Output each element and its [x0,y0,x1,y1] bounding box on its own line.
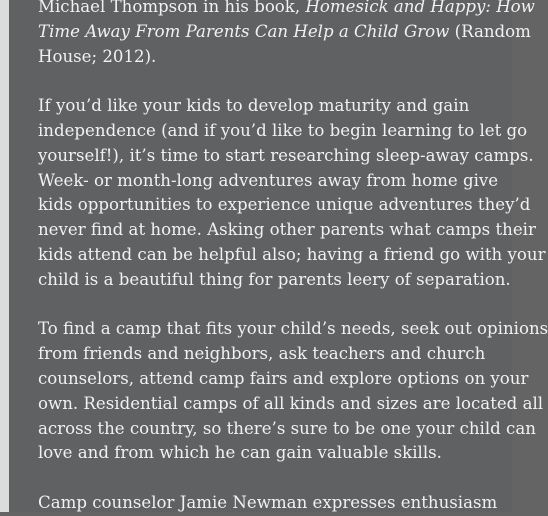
text-line: counselors, attend camp fairs and explore options on your [38,368,529,388]
book-title-run: Time Away From Parents Can Help a Child Grow [38,21,450,41]
text-run: (Random [449,21,531,41]
text-line: never find at home. Asking other parents what camps their [38,220,536,240]
paragraph-citation [38,0,535,69]
text-line: from friends and neighbors, ask teachers and church [38,344,486,364]
text-line [38,0,535,20]
paragraph-gap [38,69,498,94]
paragraph-find-camp [38,317,548,466]
text-line: independence (and if you’d like to begin learning to let go [38,120,528,140]
book-title-run: Homesick and Happy: How [305,0,535,16]
text-line: own. Residential camps of all kinds and sizes are located all [38,393,544,413]
text-line: Camp counselor Jamie Newman expresses enthusiasm [38,492,498,512]
article-body [38,0,548,516]
text-line: yourself!), it’s time to start researching sleep-away camps. [38,145,534,165]
paragraph-gap [38,293,498,318]
text-line: kids opportunities to experience unique adventures they’d [38,195,531,215]
text-line [38,20,531,45]
text-line: If you’d like your kids to develop maturity and gain [38,96,470,116]
text-line: House; 2012). [38,46,157,66]
text-line: love and from which he can gain valuable skills. [38,443,442,463]
paragraph-gap [38,466,498,491]
left-margin-rule [0,0,9,512]
paragraph-independence [38,94,546,292]
text-line: kids attend can be helpful also; having a friend go with your [38,244,546,264]
text-line: across the country, so there’s sure to be one your child can [38,418,536,438]
text-line: Week- or month-long adventures away from home give [38,170,499,190]
text-line: child is a beautiful thing for parents leery of separation. [38,269,511,289]
paragraph-counselor [38,491,498,516]
text-line: To find a camp that fits your child’s needs, seek out opinions [38,319,548,339]
text-run: Michael Thompson in his book, [38,0,306,16]
